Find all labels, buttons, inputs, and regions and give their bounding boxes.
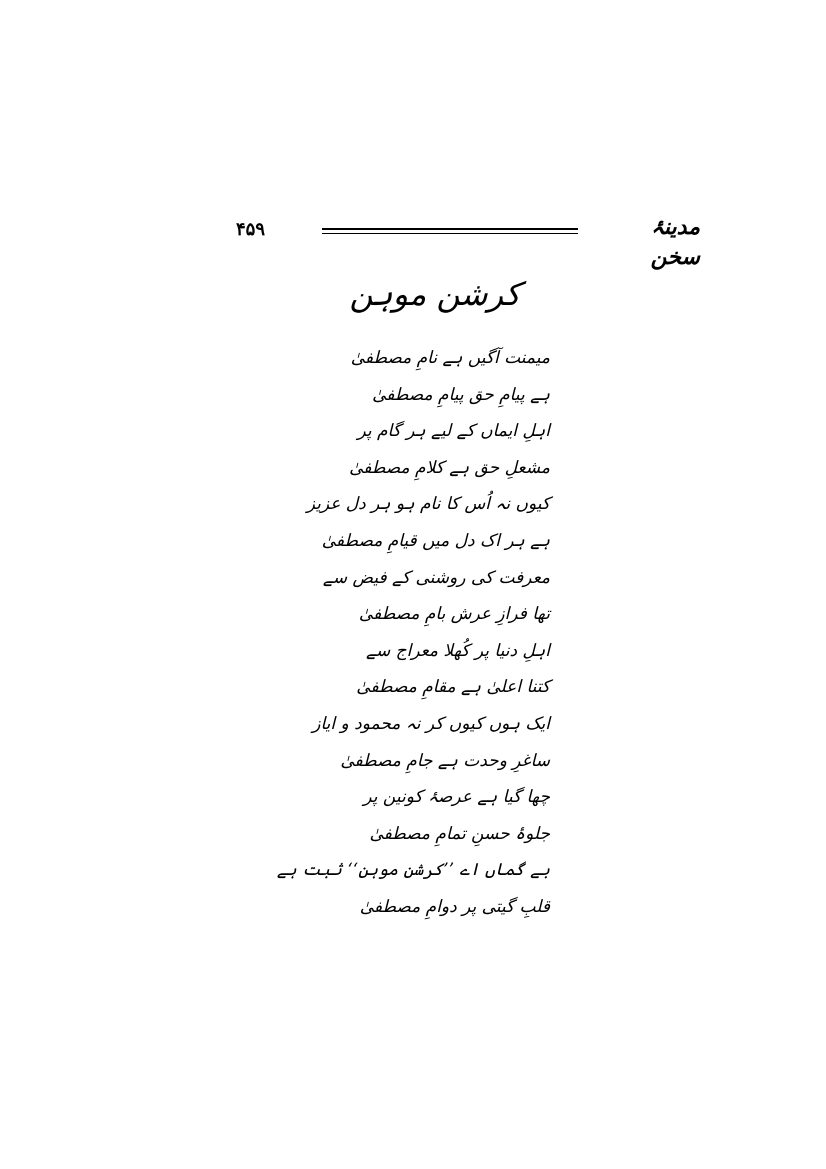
verse-line-9: اہلِ دنیا پر کُھلا معراج سے [366, 640, 550, 661]
verse-line-8: تھا فرازِ عرش بامِ مصطفیٰ [358, 604, 550, 625]
verse-line-10: کتنا اعلیٰ ہے مقامِ مصطفیٰ [356, 677, 550, 698]
verse-line-12: ساغرِ وحدت ہے جامِ مصطفیٰ [340, 750, 550, 771]
verse-line-3: اہلِ ایماں کے لیے ہر گام پر [357, 421, 550, 442]
verse-line-7: معرفت کی روشنی کے فیض سے [322, 567, 550, 588]
running-head-book-title: مدینۂ سخن [650, 214, 700, 270]
verse-line-2: ہے پیامِ حق پیامِ مصطفیٰ [372, 384, 550, 405]
poem-title: کرشن موہن [349, 275, 521, 313]
verse-line-14: جلوۂ حسنِ تمامِ مصطفیٰ [369, 823, 550, 844]
header-double-rule [322, 228, 578, 234]
verse-line-11: ایک ہوں کیوں کر نہ محمود و ایاز [312, 713, 550, 734]
verse-line-13: چھا گیا ہے عرصۂ کونین پر [363, 787, 550, 808]
poem-body [276, 344, 550, 930]
verse-line-5: کیوں نہ اُس کا نام ہو ہر دل عزیز [306, 494, 550, 515]
verse-line-16: قلبِ گیتی پر دوامِ مصطفیٰ [359, 896, 550, 917]
verse-line-4: مشعلِ حق ہے کلامِ مصطفیٰ [349, 457, 550, 478]
verse-line-15: بے گماں اے ’’کرشن موہن‘‘ ثبت ہے [276, 860, 550, 881]
verse-line-6: ہے ہر اک دل میں قیامِ مصطفیٰ [321, 530, 550, 551]
page-number: ۴۵۹ [236, 219, 266, 240]
verse-line-1: میمنت آگیں ہے نامِ مصطفیٰ [350, 348, 550, 368]
